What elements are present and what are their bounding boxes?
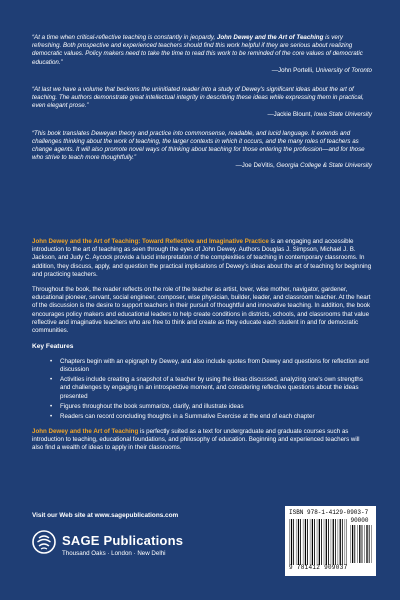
key-feature-item: • Activities include creating a snapshot of a teacher by using the ideas discussed, analyzing one's own strengths and challenges by engaging in an introspective moment, and considering reflective questions about the ideas presented — [50, 376, 372, 401]
quote-attribution — [32, 67, 372, 75]
price-code: 90000 — [350, 516, 369, 524]
body-paragraph: Throughout the book, the reader reflects on the role of the teacher as artist, lover, wise mother, navigator, gardener, educational pioneer, servant, social engineer, composer, wise physician, builder, leader, and classroom teacher. At the heart of the discussion is the desire to support teachers in their pursuit of thoughtful and innovative teaching. In addition, the book encourages policy makers and educational leaders to help create conditions in districts, schools, and classrooms that value reflective and imaginative teachers who are free to think and create as they educate each student in and for democratic communities. — [32, 285, 371, 334]
quote-attribution — [32, 111, 372, 119]
endorsement-quote — [32, 86, 372, 119]
endorsement-quote — [32, 130, 372, 171]
quote-text-continued: is very refreshing. Both prospective and experienced teachers should find this work helpful if they are serious about realizing democratic values. Policy makers need to take the time to read this work to be reminded of the core values of democratic education.” — [32, 34, 363, 66]
ean-barcode — [289, 519, 347, 565]
barcode-bars — [289, 516, 372, 565]
isbn-barcode — [285, 506, 376, 576]
publisher-name: SAGE Publications — [62, 533, 184, 548]
quote-text: “At a time when critical-reflective teaching is constantly in jeopardy, — [32, 34, 217, 41]
key-features-list — [50, 358, 372, 421]
publisher-block — [32, 528, 232, 568]
key-feature-item: • Readers can record concluding thoughts in a Summative Exercise at the end of each chapter — [50, 413, 372, 421]
isbn-number: ISBN 978-1-4129-0903-7 — [289, 509, 369, 516]
quote-author: —Jackie Blount, — [267, 110, 314, 118]
closing-paragraph — [32, 428, 372, 453]
quote-text: “At last we have a volume that beckons the uninitiated reader into a study of Dewey's significant ideas about the art of teaching. The authors demonstrate great intellectual integrity in describing these ideas while expressing them in practical, even elegant prose.” — [32, 85, 364, 110]
quote-book-title: John Dewey and the Art of Teaching — [216, 34, 324, 41]
description — [32, 238, 372, 460]
sage-logo-icon — [32, 530, 56, 554]
quote-affiliation: University of Toronto — [315, 66, 372, 74]
quote-attribution — [32, 162, 372, 170]
endorsements — [32, 34, 372, 182]
quote-affiliation: Georgia College & State University — [276, 162, 372, 170]
website-link[interactable]: Visit our Web site at www.sagepublications.com — [32, 512, 179, 519]
intro-paragraph — [32, 238, 372, 279]
key-features-heading: Key Features — [32, 343, 74, 351]
closing-text: is perfectly suited as a text for undergraduate and graduate courses such as introduction to teaching, educational foundations, and philosophy of education. Beginning and experienced teachers will also find a wealth of ideas to apply in their classrooms. — [32, 428, 360, 452]
addon-barcode — [350, 525, 372, 563]
publisher-cities: Thousand Oaks · London · New Delhi — [62, 550, 166, 557]
key-feature-item: • Chapters begin with an epigraph by Dewey, and also include quotes from Dewey and questions for reflection and discussion — [50, 358, 372, 374]
book-title-highlight: John Dewey and the Art of Teaching: Toward Reflective and Imaginative Practice — [32, 238, 269, 245]
key-feature-item: • Figures throughout the book summarize, clarify, and illustrate ideas — [50, 403, 372, 411]
endorsement-quote — [32, 34, 372, 75]
isbn-line — [289, 509, 372, 517]
quote-author: —Joe DeVitis, — [235, 162, 277, 170]
intro-text: is an engaging and accessible introduction to the art of teaching as seen through the eyes of John Dewey. Authors Douglas J. Simpson, Michael J. B. Jackson, and Judy C. Aycock provide a lucid interpretation of the complexities of teaching in contemporary classrooms. In addition, they discuss, apply, and question the practical implications of Dewey's ideas about the art of teaching for beginning and practicing teachers. — [32, 238, 372, 278]
quote-author: —John Portelli, — [271, 66, 316, 74]
book-title-highlight: John Dewey and the Art of Teaching — [32, 428, 139, 436]
ean-digits: 9 781412 909037 — [289, 563, 348, 571]
quote-affiliation: Iowa State University — [313, 110, 372, 118]
quote-text: “This book translates Deweyan theory and practice into commonsense, readable, and lucid language. It extends and challenges thinking about the work of teaching, the larger contexts in which it occurs, and the many roles of teachers as change agents. It will also promote novel ways of thinking about teaching for those entering the profession—and for those who strive to teach more thoughtfully.” — [32, 129, 365, 162]
